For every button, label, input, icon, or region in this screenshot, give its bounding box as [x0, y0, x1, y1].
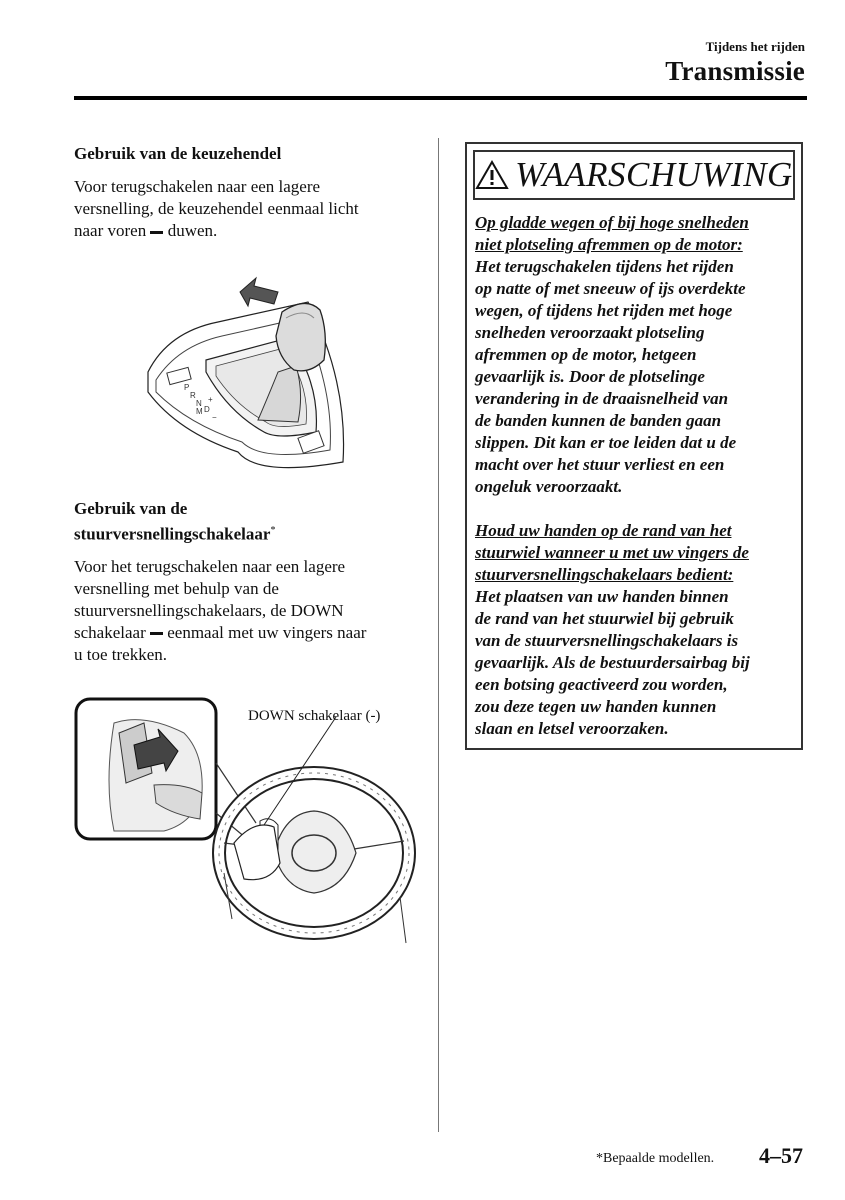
warning-line: op natte of met sneeuw of ijs overdekte: [475, 279, 746, 298]
warning-line: verandering in de draaisnelheid van: [475, 389, 729, 408]
warning-line: een botsing geactiveerd zou worden,: [475, 675, 728, 694]
body-line: schakelaar eenmaal met uw vingers naar: [74, 622, 367, 642]
running-header-title: Transmissie: [665, 56, 805, 86]
gear-label: P: [184, 383, 190, 392]
steering-wheel-illustration: [74, 693, 419, 953]
warning-banner: [473, 150, 795, 200]
minus-symbol: [150, 231, 163, 234]
running-header-section: Tijdens het rijden: [705, 39, 805, 54]
warning-lead: niet plotseling afremmen op de motor:: [475, 235, 743, 254]
warning-triangle-icon: [475, 160, 509, 190]
warning-body: [475, 212, 797, 762]
section-heading: Gebruik van de keuzehendel: [74, 144, 282, 163]
page-number: 4–57: [759, 1143, 803, 1168]
warning-line: slippen. Dit kan er toe leiden dat u de: [475, 433, 737, 452]
body-line: stuurversnellingschakelaars, de DOWN: [74, 600, 344, 620]
gear-label: N: [196, 399, 202, 408]
body-line: u toe trekken.: [74, 644, 167, 664]
body-line: Voor terugschakelen naar een lagere: [74, 177, 321, 196]
warning-line: van de stuurversnellingschakelaars is: [475, 631, 739, 650]
warning-line: snelheden veroorzaakt plotseling: [475, 323, 705, 342]
warning-lead: stuurversnellingschakelaars bedient:: [475, 565, 734, 584]
gear-label: M: [196, 407, 203, 416]
body-line: versnelling, de keuzehendel eenmaal licht: [74, 199, 359, 218]
warning-line: Het plaatsen van uw handen binnen: [475, 587, 729, 606]
warning-title: WAARSCHUWING: [515, 155, 793, 194]
gear-label: +: [208, 395, 213, 404]
section-paddle-shifter: [74, 498, 419, 666]
gear-label: D: [204, 405, 210, 414]
gear-label: −: [212, 413, 217, 422]
warning-line: de banden kunnen de banden gaan: [475, 411, 722, 430]
footnote: *Bepaalde modellen.: [596, 1151, 715, 1166]
warning-line: gevaarlijk. Als de bestuurdersairbag bij: [475, 653, 750, 672]
warning-line: Het terugschakelen tijdens het rijden: [475, 257, 734, 276]
header-rule: [74, 96, 807, 100]
section-selector-lever: [74, 143, 419, 242]
warning-block: [475, 520, 797, 740]
warning-line: ongeluk veroorzaakt.: [475, 477, 623, 496]
warning-lead: Houd uw handen op de rand van het: [475, 521, 732, 540]
body-line: versnelling met behulp van de: [74, 578, 279, 598]
minus-symbol: [150, 632, 163, 635]
warning-box: [465, 142, 803, 750]
warning-line: afremmen op de motor, hetgeen: [475, 345, 697, 364]
warning-lead: Op gladde wegen of bij hoge snelheden: [475, 213, 749, 232]
callout-down-switch: DOWN schakelaar (-): [248, 708, 381, 724]
warning-lead: stuurwiel wanneer u met uw vingers de: [475, 543, 749, 562]
footnote-marker: *: [270, 525, 276, 536]
gear-selector-illustration: [138, 262, 358, 482]
warning-line: wegen, of tijdens het rijden met hoge: [475, 301, 733, 320]
section-heading-line: Gebruik van de: [74, 499, 188, 518]
section-heading-line: stuurversnellingschakelaar*: [74, 524, 276, 544]
body-line: Voor het terugschakelen naar een lagere: [74, 556, 346, 576]
warning-line: de rand van het stuurwiel bij gebruik: [475, 609, 734, 628]
warning-line: macht over het stuur verliest en een: [475, 455, 725, 474]
column-divider: [438, 138, 439, 1132]
gear-label: R: [190, 391, 196, 400]
warning-block: [475, 212, 797, 498]
warning-line: slaan en letsel veroorzaken.: [475, 719, 669, 738]
warning-line: zou deze tegen uw handen kunnen: [475, 697, 717, 716]
body-line: naar voren duwen.: [74, 221, 218, 240]
warning-line: gevaarlijk is. Door de plotselinge: [475, 367, 705, 386]
